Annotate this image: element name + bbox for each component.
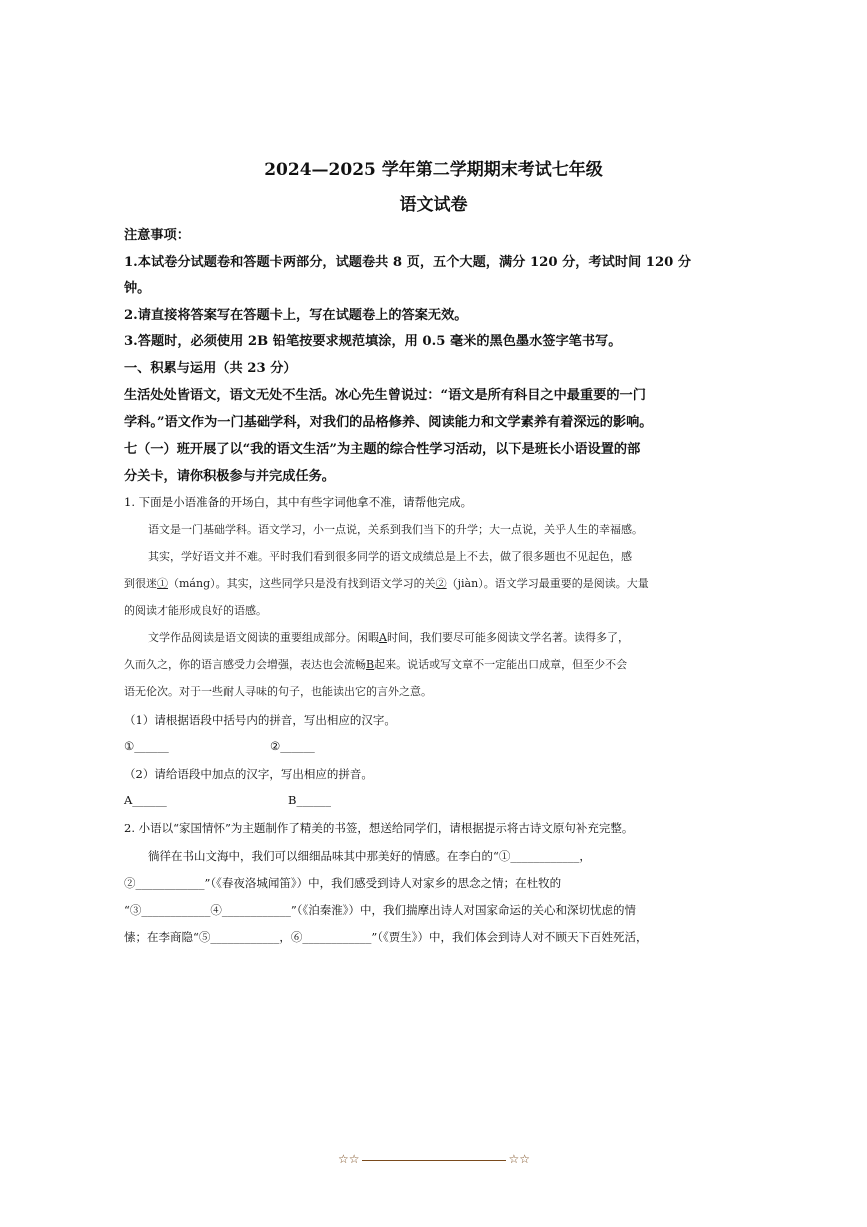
- exam-subtitle: 语文试卷: [399, 195, 468, 215]
- passage-text: （máng）。其实，这些同学只是没有找到语文学习的关: [168, 577, 436, 590]
- poem-fill-line: 徜徉在书山文海中，我们可以细细品味其中那美好的情感。在李白的“①____________，: [148, 849, 591, 863]
- answer-blank-2: ②______: [270, 739, 315, 753]
- passage-line: 语无伦次。对于一些耐人寻味的句子，也能读出它的言外之意。: [124, 685, 432, 698]
- section-intro-line: 生活处处皆语文，语文无处不生活。冰心先生曾说过：“语文是所有科目之中最重要的一门: [124, 388, 646, 403]
- question-2-stem: 2. 小语以“家国情怀”为主题制作了精美的书签，想送给同学们，请根据提示将古诗文原句补充完整。: [124, 821, 634, 835]
- passage-text: （jiàn）。语文学习最重要的是阅读。大量: [446, 577, 649, 590]
- note-item-3: 3.答题时，必须使用 2B 铅笔按要求规范填涂，用 0.5 毫米的黑色墨水签字笔书写。: [124, 334, 622, 349]
- blank-marker-2: ②: [435, 577, 447, 590]
- answer-blank-a: A______: [124, 793, 167, 807]
- dotted-char-a: A: [379, 631, 387, 644]
- page-footer-ornament: [338, 1152, 530, 1168]
- passage-line: 其实，学好语文并不难。平时我们看到很多同学的语文成绩总是上不去，做了很多题也不见起色，感: [148, 550, 632, 563]
- passage-text: 久而久之，你的语言感受力会增强，表达也会流畅: [124, 658, 366, 671]
- note-item-1-cont: 钟。: [124, 281, 151, 296]
- note-item-1: 1.本试卷分试题卷和答题卡两部分，试题卷共 8 页，五个大题，满分 120 分，考试时间 120 分: [124, 255, 692, 270]
- sub-question-1: （1）请根据语段中括号内的拼音，写出相应的汉字。: [124, 713, 396, 727]
- section-intro-line: 分关卡，请你积极参与并完成任务。: [124, 469, 335, 484]
- passage-line: 的阅读才能形成良好的语感。: [124, 604, 267, 617]
- passage-text: 文学作品阅读是语文阅读的重要组成部分。闲暇: [148, 631, 379, 644]
- notes-heading: 注意事项：: [124, 228, 190, 243]
- passage-text: 时间，我们要尽可能多阅读文学名著。读得多了，: [386, 631, 629, 644]
- passage-line: [124, 575, 649, 591]
- star-icon: ☆☆: [338, 1152, 360, 1166]
- answer-blank-b: B______: [288, 793, 331, 807]
- footer-rule: [362, 1160, 506, 1161]
- section-heading: 一、积累与运用（共 23 分）: [124, 361, 297, 376]
- passage-line: [148, 629, 629, 645]
- dotted-char-b: B: [366, 658, 375, 671]
- poem-fill-line: “③____________④____________”（《泊秦淮》）中，我们揣摩出诗人对国家命运的关心和深切忧虑的情: [124, 903, 637, 917]
- section-intro-line: 学科。”语文作为一门基础学科，对我们的品格修养、阅读能力和文学素养有着深远的影响。: [124, 415, 653, 430]
- note-item-2: 2.请直接将答案写在答题卡上，写在试题卷上的答案无效。: [124, 308, 468, 323]
- poem-fill-line: ②____________”（《春夜洛城闻笛》）中，我们感受到诗人对家乡的思念之情；在杜牧的: [124, 876, 562, 890]
- exam-title: 2024—2025 学年第二学期期末考试七年级: [264, 160, 603, 180]
- section-intro-line: 七（一）班开展了以“我的语文生活”为主题的综合性学习活动，以下是班长小语设置的部: [124, 442, 641, 457]
- poem-fill-line: 愫；在李商隐“⑤____________，⑥____________”（《贾生》）中，我们体会到诗人对不顾天下百姓死活，: [124, 930, 648, 944]
- passage-line: [124, 656, 627, 672]
- passage-line: 语文是一门基础学科。语文学习，小一点说，关系到我们当下的升学；大一点说，关乎人生的幸福感。: [148, 523, 643, 536]
- star-icon: ☆☆: [508, 1152, 530, 1166]
- passage-text: 到很迷: [124, 577, 157, 590]
- sub-question-2: （2）请给语段中加点的汉字，写出相应的拼音。: [124, 767, 373, 781]
- passage-text: 起来。说话或写文章不一定能出口成章，但至少不会: [374, 658, 628, 671]
- question-1-stem: 1. 下面是小语准备的开场白，其中有些字词他拿不准，请帮他完成。: [124, 495, 473, 509]
- blank-marker-1: ①: [157, 577, 168, 590]
- answer-blank-1: ①______: [124, 739, 169, 753]
